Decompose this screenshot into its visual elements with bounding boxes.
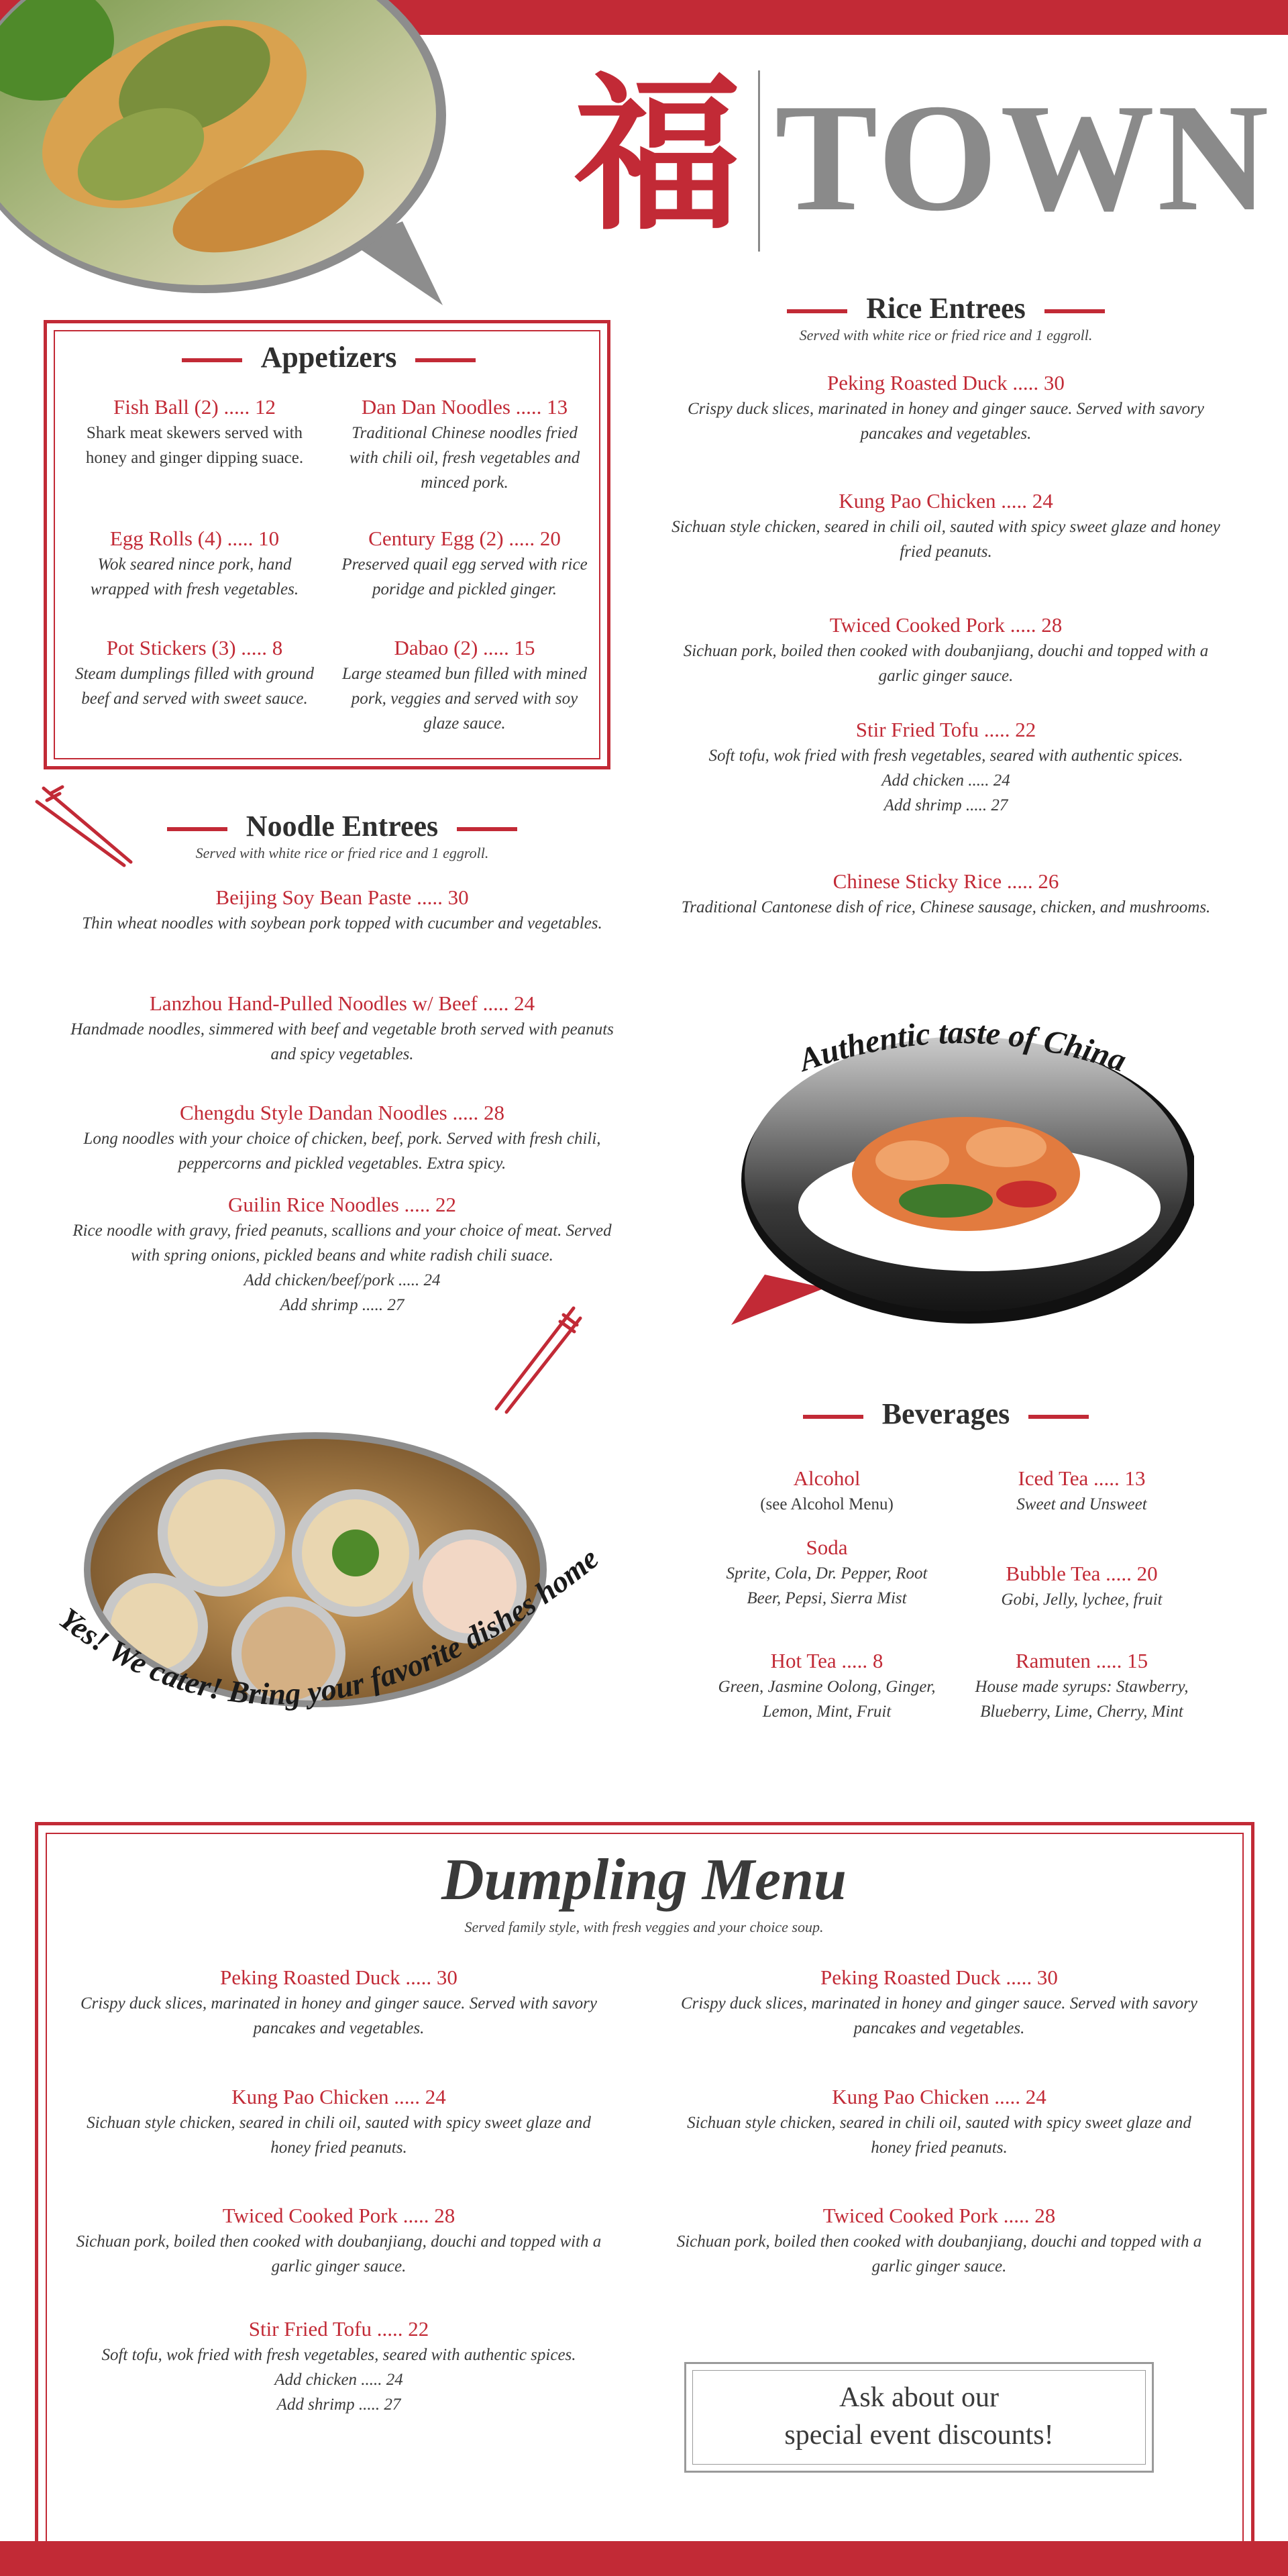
dumpling-item-desc: Crispy duck slices, marinated in honey and ginger sauce. Served with savory pancakes and vegetables.	[681, 1994, 1197, 2037]
noodle-item-name: Chengdu Style Dandan Noodles ..... 28	[180, 1101, 504, 1124]
rice-item-desc: Soft tofu, wok fried with fresh vegetables, seared with authentic spices.	[708, 747, 1183, 765]
beverage-name: Iced Tea ..... 13	[1018, 1466, 1146, 1490]
appetizer-name: Pot Stickers (3) ..... 8	[106, 636, 283, 659]
appetizer-item	[70, 635, 319, 711]
dumpling-subtitle: Served family style, with fresh veggies and your choice soup.	[464, 1919, 824, 1935]
dumpling-item-extra: Add chicken ..... 24	[274, 2371, 403, 2389]
rice-item-desc: Sichuan style chicken, seared in chili oil, sauted with spicy sweet glaze and honey fried peanuts.	[672, 518, 1220, 561]
rice-item-extra: Add chicken ..... 24	[881, 771, 1010, 790]
noodle-item	[60, 884, 624, 936]
bottom-color-bar	[0, 2541, 1288, 2576]
dumpling-item-desc: Sichuan pork, boiled then cooked with doubanjiang, douchi and topped with a garlic ginger sauce.	[676, 2233, 1202, 2275]
dumpling-item	[70, 2316, 607, 2417]
rice-item	[664, 612, 1228, 688]
taste-banner: Authentic taste of China	[794, 1014, 1131, 1079]
dumpling-item	[70, 2202, 607, 2279]
logo-divider	[758, 70, 760, 252]
noodles-subtitle: Served with white rice or fried rice and 1 eggroll.	[195, 845, 489, 861]
appetizer-desc: Shark meat skewers served with honey and ginger dipping suace.	[85, 424, 304, 467]
noodle-item-desc: Rice noodle with gravy, fried peanuts, scallions and your choice of meat. Served with spring onions, pickled beans and white radish chili suace.	[72, 1222, 612, 1265]
rice-item	[664, 370, 1228, 446]
beverage-item	[966, 1648, 1197, 1724]
rice-item	[664, 868, 1228, 920]
discount-callout-line2: special event discounts!	[784, 2420, 1054, 2451]
appetizer-item	[339, 635, 590, 736]
rice-title: Rice Entrees	[671, 290, 1221, 327]
dumpling-title: Dumpling Menu	[441, 1847, 847, 1913]
dumpling-item-name: Stir Fried Tofu ..... 22	[248, 2317, 429, 2341]
beverage-item	[711, 1534, 943, 1611]
appetizer-name: Dabao (2) ..... 15	[394, 636, 535, 659]
rice-item-name: Twiced Cooked Pork ..... 28	[829, 613, 1063, 637]
appetizer-item	[339, 394, 590, 495]
rice-item-name: Stir Fried Tofu ..... 22	[855, 718, 1036, 741]
dumpling-item-desc: Soft tofu, wok fried with fresh vegetables, seared with authentic spices.	[101, 2346, 576, 2364]
beverage-name: Alcohol	[793, 1466, 861, 1490]
shrimp-dish-photo	[711, 979, 1194, 1342]
rice-item-desc: Crispy duck slices, marinated in honey and ginger sauce. Served with savory pancakes and vegetables.	[688, 400, 1204, 443]
brand-logo-character: 福	[574, 56, 741, 253]
noodle-item	[60, 1191, 624, 1318]
appetizer-name: Dan Dan Noodles ..... 13	[361, 395, 568, 419]
noodle-item-name: Guilin Rice Noodles ..... 22	[227, 1193, 457, 1216]
appetizer-desc: Preserved quail egg served with rice poridge and pickled ginger.	[341, 555, 588, 598]
catering-banner: Yes! We cater! Bring your favorite dishes home	[52, 1541, 604, 1711]
dumpling-item-name: Peking Roasted Duck ..... 30	[220, 1966, 458, 1989]
appetizer-desc: Large steamed bun filled with mined pork, veggies and served with soy glaze sauce.	[341, 665, 587, 733]
rice-item	[664, 488, 1228, 564]
beverages-title: Beverages	[684, 1395, 1208, 1433]
rice-item-extra: Add shrimp ..... 27	[883, 796, 1008, 814]
noodle-item-desc: Thin wheat noodles with soybean pork topped with cucumber and vegetables.	[82, 914, 602, 932]
beverage-item	[711, 1465, 943, 1517]
appetizer-desc: Steam dumplings filled with ground beef and served with sweet sauce.	[74, 665, 315, 708]
beverage-name: Hot Tea ..... 8	[770, 1649, 883, 1672]
beverage-desc: (see Alcohol Menu)	[760, 1495, 894, 1513]
dumpling-item	[671, 2202, 1208, 2279]
beverage-desc: Gobi, Jelly, lychee, fruit	[1001, 1591, 1163, 1609]
appetizer-desc: Traditional Chinese noodles fried with chili oil, fresh vegetables and minced pork.	[349, 424, 580, 492]
noodles-title: Noodle Entrees	[74, 808, 610, 845]
dumpling-item-desc: Crispy duck slices, marinated in honey and ginger sauce. Served with savory pancakes and vegetables.	[80, 1994, 597, 2037]
dumpling-item	[70, 2084, 607, 2160]
beverage-name: Bubble Tea ..... 20	[1006, 1562, 1158, 1585]
dumpling-item-name: Peking Roasted Duck ..... 30	[820, 1966, 1058, 1989]
dumpling-item-name: Kung Pao Chicken ..... 24	[832, 2085, 1046, 2108]
brand-name: TOWN	[775, 72, 1272, 243]
appetizer-name: Fish Ball (2) ..... 12	[113, 395, 276, 419]
rice-item-name: Kung Pao Chicken ..... 24	[839, 489, 1053, 513]
beverage-desc: House made syrups: Stawberry, Blueberry, Lime, Cherry, Mint	[975, 1678, 1189, 1721]
dumpling-item-extra: Add shrimp ..... 27	[276, 2396, 401, 2414]
beverage-item	[966, 1560, 1197, 1612]
dumpling-item-desc: Sichuan pork, boiled then cooked with doubanjiang, douchi and topped with a garlic ginger sauce.	[76, 2233, 602, 2275]
rice-item	[664, 716, 1228, 818]
rice-item-desc: Traditional Cantonese dish of rice, Chinese sausage, chicken, and mushrooms.	[681, 898, 1211, 916]
beverage-desc: Sprite, Cola, Dr. Pepper, Root Beer, Pepsi, Sierra Mist	[726, 1564, 928, 1607]
appetizer-item	[70, 394, 319, 470]
appetizer-item	[339, 525, 590, 602]
dumpling-item-desc: Sichuan style chicken, seared in chili oil, sauted with spicy sweet glaze and honey fried peanuts.	[87, 2114, 591, 2157]
noodle-item	[60, 990, 624, 1067]
noodle-item-name: Lanzhou Hand-Pulled Noodles w/ Beef ..... 24	[149, 991, 535, 1015]
dumpling-item	[671, 1964, 1208, 2041]
appetizer-desc: Wok seared nince pork, hand wrapped with fresh vegetables.	[90, 555, 299, 598]
appetizers-title: Appetizers	[60, 339, 597, 376]
egg-roll-photo	[0, 0, 463, 309]
dumpling-item-name: Twiced Cooked Pork ..... 28	[822, 2204, 1056, 2227]
rice-subtitle: Served with white rice or fried rice and 1 eggroll.	[799, 327, 1093, 343]
beverage-desc: Green, Jasmine Oolong, Ginger, Lemon, Mint, Fruit	[718, 1678, 936, 1721]
beverage-item	[966, 1465, 1197, 1517]
beverage-name: Ramuten ..... 15	[1015, 1649, 1148, 1672]
dumpling-item	[671, 2084, 1208, 2160]
rice-item-name: Peking Roasted Duck ..... 30	[827, 371, 1065, 394]
noodle-item-extra: Add shrimp ..... 27	[280, 1296, 405, 1314]
dumpling-item	[70, 1964, 607, 2041]
beverage-desc: Sweet and Unsweet	[1016, 1495, 1147, 1513]
dumpling-item-name: Kung Pao Chicken ..... 24	[231, 2085, 446, 2108]
noodle-item	[60, 1099, 624, 1176]
rice-item-name: Chinese Sticky Rice ..... 26	[833, 869, 1059, 893]
appetizer-name: Century Egg (2) ..... 20	[368, 527, 561, 550]
discount-callout-line1: Ask about our	[839, 2382, 999, 2413]
discount-callout	[692, 2370, 1146, 2465]
noodle-item-extra: Add chicken/beef/pork ..... 24	[244, 1271, 441, 1289]
dumpling-item-desc: Sichuan style chicken, seared in chili oil, sauted with spicy sweet glaze and honey fried peanuts.	[687, 2114, 1191, 2157]
dim-sum-photo	[40, 1385, 604, 1841]
dumpling-item-name: Twiced Cooked Pork ..... 28	[222, 2204, 455, 2227]
noodle-item-name: Beijing Soy Bean Paste ..... 30	[215, 885, 469, 909]
beverage-name: Soda	[806, 1536, 848, 1559]
appetizer-name: Egg Rolls (4) ..... 10	[109, 527, 280, 550]
noodle-item-desc: Handmade noodles, simmered with beef and vegetable broth served with peanuts and spicy vegetables.	[70, 1020, 614, 1063]
rice-item-desc: Sichuan pork, boiled then cooked with doubanjiang, douchi and topped with a garlic ginger sauce.	[683, 642, 1209, 685]
appetizer-item	[70, 525, 319, 602]
beverage-item	[711, 1648, 943, 1724]
noodle-item-desc: Long noodles with your choice of chicken, beef, pork. Served with fresh chili, peppercorns and pickled vegetables. Extra spicy.	[83, 1130, 601, 1173]
